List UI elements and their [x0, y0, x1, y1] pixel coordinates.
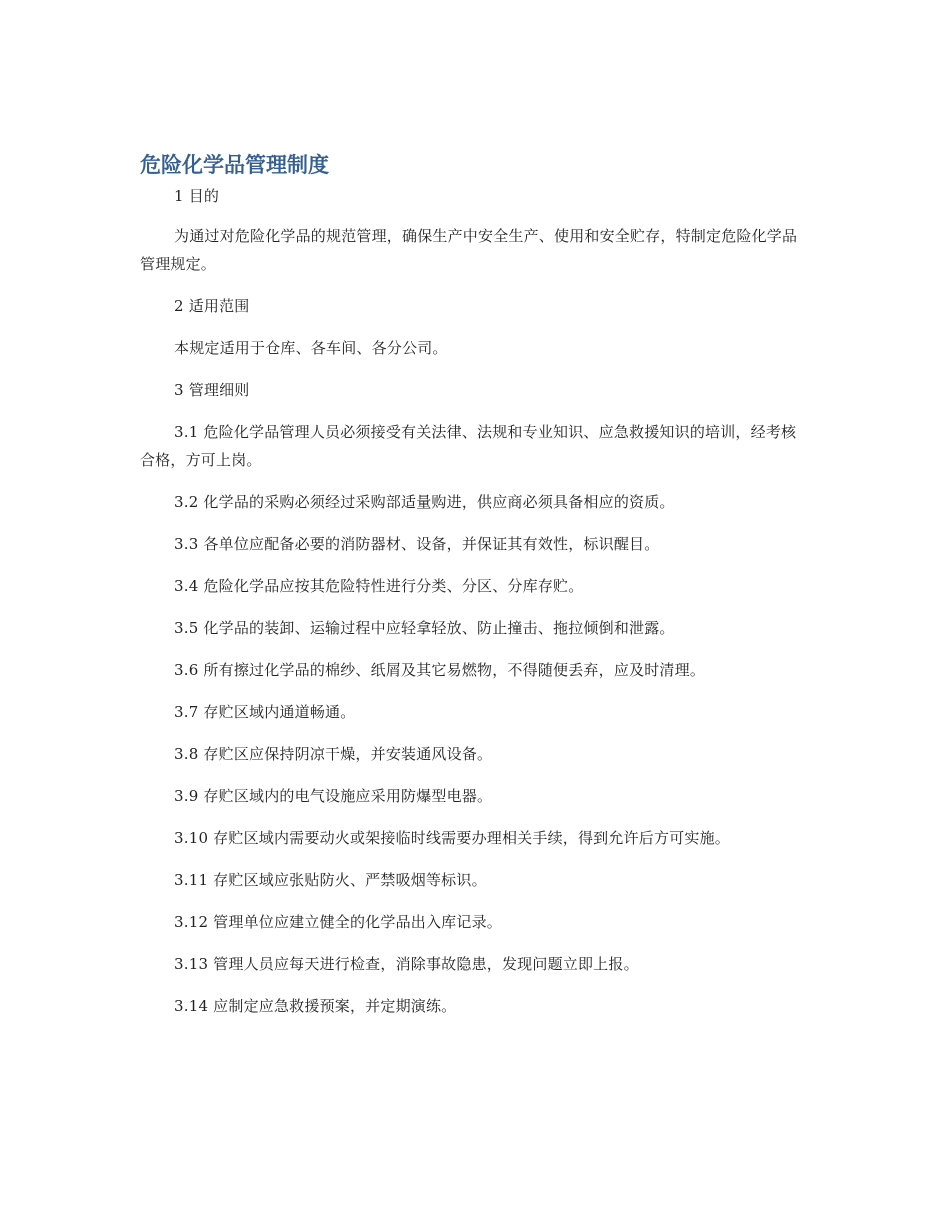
rule-item: 3.10 存贮区域内需要动火或架接临时线需要办理相关手续，得到允许后方可实施。 [174, 829, 730, 847]
rule-item: 3.7 存贮区域内通道畅通。 [174, 703, 356, 721]
rule-item: 3.11 存贮区域应张贴防火、严禁吸烟等标识。 [174, 871, 487, 889]
rule-item: 3.4 危险化学品应按其危险特性进行分类、分区、分库存贮。 [174, 577, 584, 595]
section-heading-rules: 3 管理细则 [174, 381, 250, 399]
rule-item: 3.6 所有擦过化学品的棉纱、纸屑及其它易燃物，不得随便丢弃，应及时清理。 [174, 661, 706, 679]
rule-item: 3.3 各单位应配备必要的消防器材、设备，并保证其有效性，标识醒目。 [174, 535, 660, 553]
document-page [140, 150, 810, 1034]
rule-item: 3.9 存贮区域内的电气设施应采用防爆型电器。 [174, 787, 493, 805]
rule-item: 3.1 危险化学品管理人员必须接受有关法律、法规和专业知识、应急救援知识的培训，经考核合格，方可上岗。 [140, 423, 797, 469]
section-heading-scope: 2 适用范围 [174, 297, 250, 315]
paragraph-purpose-text: 为通过对危险化学品的规范管理，确保生产中安全生产、使用和安全贮存，特制定危险化学品管理规定。 [140, 227, 798, 273]
rule-item: 3.8 存贮区应保持阴凉干燥，并安装通风设备。 [174, 745, 493, 763]
document-title: 危险化学品管理制度 [140, 153, 329, 177]
section-heading-purpose: 1 目的 [174, 187, 220, 205]
rule-item: 3.14 应制定应急救援预案，并定期演练。 [174, 997, 457, 1015]
rule-item: 3.12 管理单位应建立健全的化学品出入库记录。 [174, 913, 502, 931]
rule-item: 3.13 管理人员应每天进行检查，消除事故隐患，发现问题立即上报。 [174, 955, 639, 973]
rule-item: 3.2 化学品的采购必须经过采购部适量购进，供应商必须具备相应的资质。 [174, 493, 675, 511]
paragraph-scope-text: 本规定适用于仓库、各车间、各分公司。 [174, 339, 448, 357]
rule-item: 3.5 化学品的装卸、运输过程中应轻拿轻放、防止撞击、拖拉倾倒和泄露。 [174, 619, 675, 637]
